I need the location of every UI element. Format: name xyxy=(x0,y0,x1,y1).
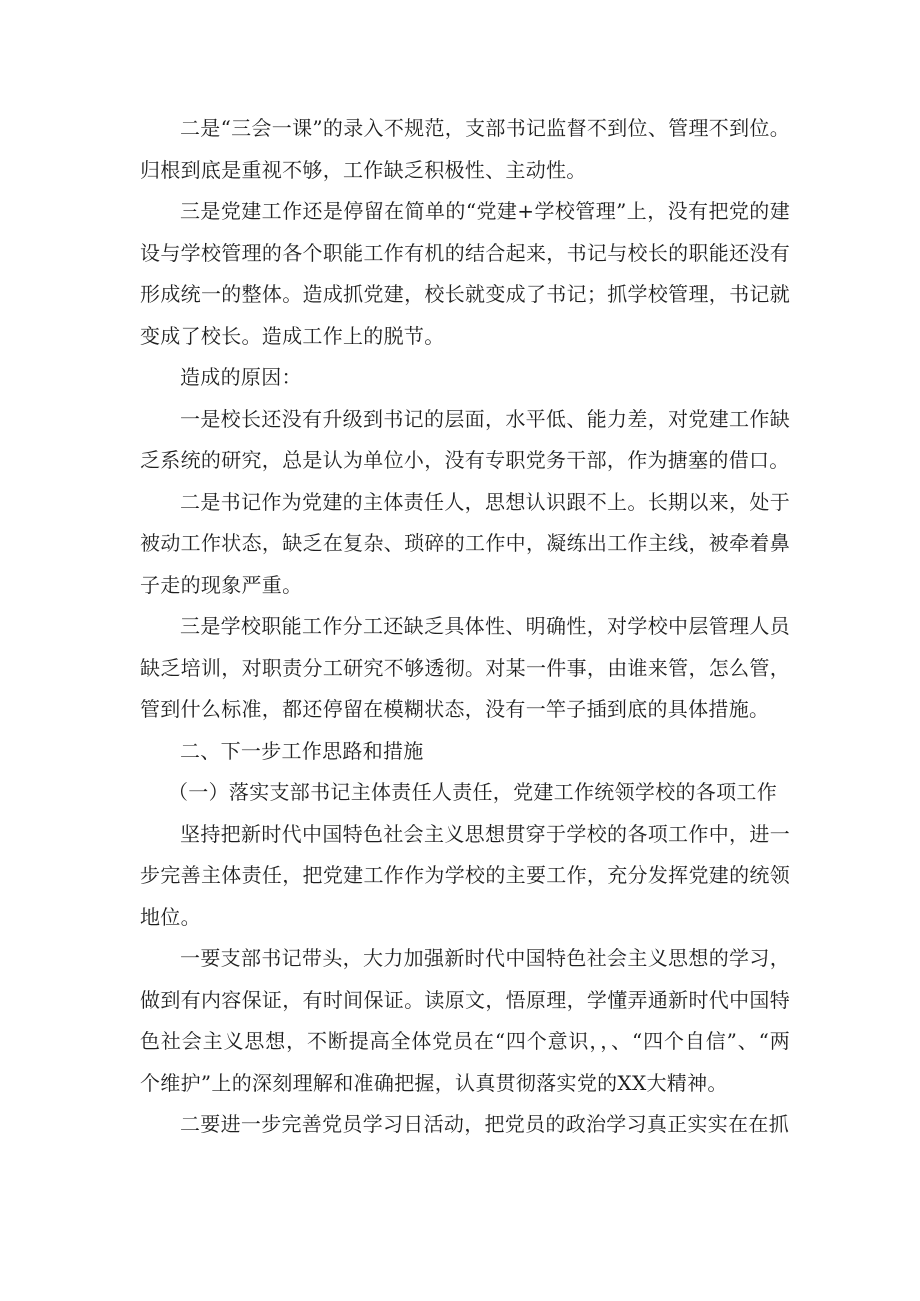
paragraph-11: 二要进一步完善党员学习日活动，把党员的政治学习真正实实在在抓 xyxy=(180,1112,789,1136)
section-heading: 二、下一步工作思路和措施 xyxy=(180,738,424,763)
paragraph-1: 二是“三会一课”的录入不规范，支部书记监督不到位、管理不到位。归根到底是重视不够，工作缺乏积极性、主动性。 xyxy=(140,116,790,182)
paragraph-5: 二是书记作为党建的主体责任人，思想认识跟不上。长期以来，处于被动工作状态，缺乏在复杂、琐碎的工作中，凝练出工作主线，被牵着鼻子走的现象严重。 xyxy=(140,489,790,597)
document-body xyxy=(140,108,790,1146)
paragraph-2: 三是党建工作还是停留在简单的“党建+学校管理”上，没有把党的建设与学校管理的各个职能工作有机的结合起来，书记与校长的职能还没有形成统一的整体。造成抓党建，校长就变成了书记；抓学校管理，书记就变成了校长。造成工作上的脱节。 xyxy=(140,199,790,348)
paragraph-6: 三是学校职能工作分工还缺乏具体性、明确性，对学校中层管理人员缺乏培训，对职责分工研究不够透彻。对某一件事，由谁来管，怎么管，管到什么标准，都还停留在模糊状态，没有一竿子插到底的具体措施。 xyxy=(140,614,790,721)
paragraph-9: 坚持把新时代中国特色社会主义思想贯穿于学校的各项工作中，进一步完善主体责任，把党建工作作为学校的主要工作，充分发挥党建的统领地位。 xyxy=(140,821,790,929)
paragraph-4: 一是校长还没有升级到书记的层面，水平低、能力差，对党建工作缺乏系统的研究，总是认为单位小，没有专职党务干部，作为搪塞的借口。 xyxy=(140,406,790,472)
subsection-heading: （一）落实支部书记主体责任人责任，党建工作统领学校的各项工作 xyxy=(168,780,777,804)
paragraph-causes-heading: 造成的原因： xyxy=(180,365,302,389)
paragraph-10: 一要支部书记带头，大力加强新时代中国特色社会主义思想的学习，做到有内容保证，有时间保证。读原文，悟原理，学懂弄通新时代中国特色社会主义思想，不断提高全体党员在“四个意识，，、“四个自信”、“两个维护”上的深刻理解和准确把握，认真贯彻落实党的XX大精神。 xyxy=(140,946,790,1095)
